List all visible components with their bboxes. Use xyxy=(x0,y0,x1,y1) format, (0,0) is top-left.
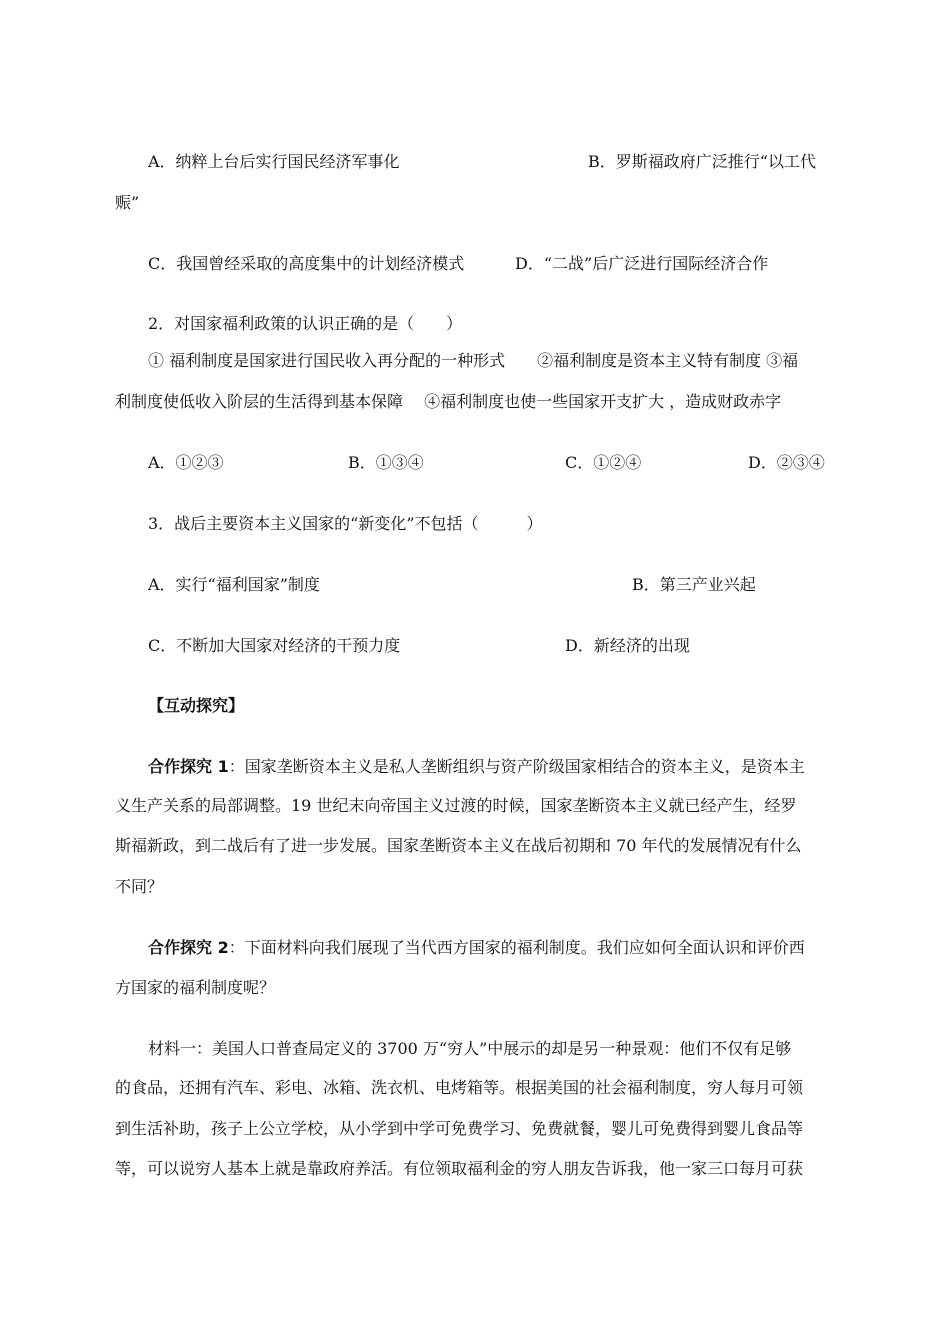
coop1-line-4: 不同？ xyxy=(115,877,164,896)
coop1-label: 合作探究 1 xyxy=(148,757,229,776)
q1-option-d: D．“二战”后广泛进行国际经济合作 xyxy=(515,254,769,273)
q2-statements-line-2: 利制度使低收入阶层的生活得到基本保障 ④福利制度也使一些国家开支扩大 ，造成财政赤字 xyxy=(115,392,782,411)
material1-line-1: 材料一：美国人口普查局定义的 3700 万“穷人”中展示的却是另一种景观：他们不仅有足够 xyxy=(148,1039,792,1058)
coop1-line-3: 斯福新政，到二战后有了进一步发展。国家垄断资本主义在战后初期和 70 年代的发展情况有什么 xyxy=(115,836,802,855)
q2-option-a: A．①②③ xyxy=(148,453,224,472)
q3-option-b: B．第三产业兴起 xyxy=(632,575,756,594)
q3-stem: 3．战后主要资本主义国家的“新变化”不包括（ ） xyxy=(148,514,543,533)
q2-statements-line-1: ① 福利制度是国家进行国民收入再分配的一种形式 ②福利制度是资本主义特有制度 ③福 xyxy=(148,351,799,370)
material1-line-4: 等，可以说穷人基本上就是靠政府养活。有位领取福利金的穷人朋友告诉我，他一家三口每月可获 xyxy=(115,1159,804,1178)
q3-option-c: C．不断加大国家对经济的干预力度 xyxy=(148,636,401,655)
q1-option-b-wrap: 赈” xyxy=(115,193,140,212)
coop2-line-1 xyxy=(148,937,805,959)
coop2-line-2: 方国家的福利制度呢？ xyxy=(115,978,276,997)
material1-line-2: 的食品，还拥有汽车、彩电、冰箱、洗衣机、电烤箱等。根据美国的社会福利制度，穷人每月可领 xyxy=(115,1078,804,1097)
q2-option-c: C．①②④ xyxy=(565,453,642,472)
coop2-label: 合作探究 2 xyxy=(148,938,229,957)
coop1-line-1 xyxy=(148,756,805,778)
q3-option-d: D．新经济的出现 xyxy=(565,636,690,655)
coop2-text-1: ：下面材料向我们展现了当代西方国家的福利制度。我们应如何全面认识和评价西 xyxy=(228,938,805,957)
coop1-line-2: 义生产关系的局部调整。19 世纪末向帝国主义过渡的时候，国家垄断资本主义就已经产生，经罗 xyxy=(115,796,797,815)
q2-stem: 2．对国家福利政策的认识正确的是（ ） xyxy=(148,314,463,333)
q3-option-a: A．实行“福利国家”制度 xyxy=(148,575,320,594)
q2-option-b: B．①③④ xyxy=(348,453,424,472)
q1-option-a: A．纳粹上台后实行国民经济军事化 xyxy=(148,152,400,171)
q2-option-d: D．②③④ xyxy=(748,453,825,472)
material1-line-3: 到生活补助，孩子上公立学校，从小学到中学可免费学习、免费就餐，婴儿可免费得到婴儿食品等 xyxy=(115,1119,804,1138)
q1-option-b: B．罗斯福政府广泛推行“以工代 xyxy=(588,152,816,171)
coop1-text-1: ：国家垄断资本主义是私人垄断组织与资产阶级国家相结合的资本主义，是资本主 xyxy=(228,757,805,776)
section-heading: 【互动探究】 xyxy=(148,696,245,715)
q1-option-c: C．我国曾经采取的高度集中的计划经济模式 xyxy=(148,254,465,273)
